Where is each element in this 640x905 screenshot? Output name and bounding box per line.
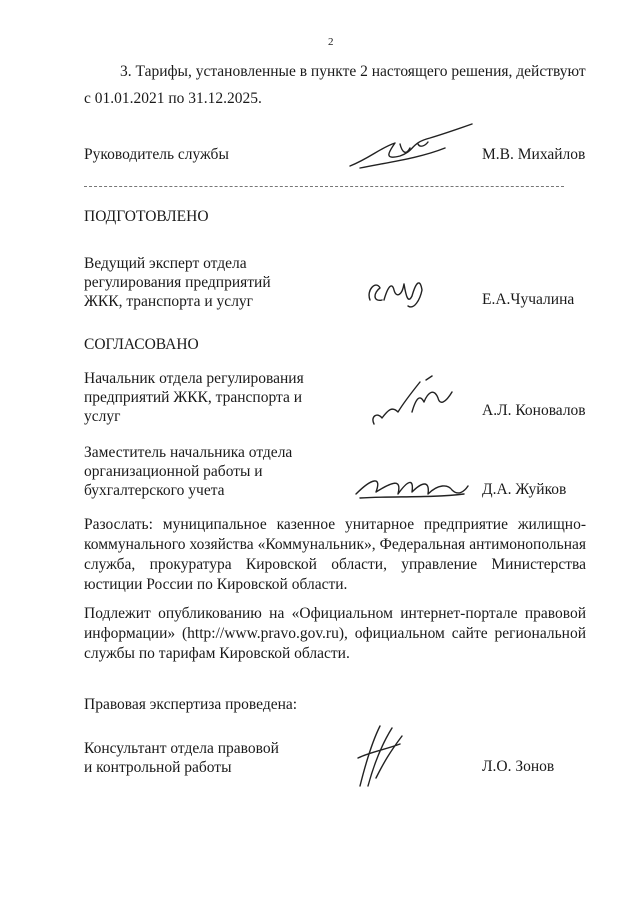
signer1-position-line: услуг (84, 408, 121, 425)
legal-name: Л.О. Зонов (482, 758, 555, 775)
signer1-position (84, 369, 304, 426)
page-number: 2 (328, 36, 334, 48)
clause-3-line-2: с 01.01.2021 по 31.12.2025. (84, 90, 262, 107)
distribution-text: Разослать: муниципальное казенное унитарное предприятие жилищно-коммунального хозяйства «Коммунальник», Федеральная антимонопольная служба, прокуратура Кировской области, управление Министерства юстиции России по Кировской области. (84, 516, 586, 593)
head-signature (340, 118, 480, 178)
signer2-signature (352, 468, 472, 508)
prepared-signature (362, 270, 432, 315)
legal-position-line: Консультант отдела правовой (84, 740, 279, 757)
prepared-name: Е.А.Чучалина (482, 291, 575, 308)
head-position: Руководитель службы (84, 146, 229, 163)
legal-note: Правовая экспертиза проведена: (84, 696, 298, 713)
signer2-position-line: Заместитель начальника отдела (84, 444, 293, 461)
clause-3-line-1: 3. Тарифы, установленные в пункте 2 настоящего решения, действуют (120, 63, 586, 80)
signer1-signature (368, 372, 458, 432)
signer2-position-line: бухгалтерского учета (84, 482, 225, 499)
signer1-position-line: Начальник отдела регулирования (84, 370, 304, 387)
signer1-name: А.Л. Коновалов (482, 402, 586, 419)
legal-position-line: и контрольной работы (84, 759, 232, 776)
head-name: М.В. Михайлов (482, 146, 586, 163)
prepared-position-line: Ведущий эксперт отдела (84, 255, 247, 272)
prepared-position-line: регулирования предприятий (84, 274, 271, 291)
legal-signature (350, 722, 410, 792)
agreed-heading: СОГЛАСОВАНО (84, 336, 199, 353)
signer1-position-line: предприятий ЖКК, транспорта и (84, 389, 302, 406)
legal-position (84, 739, 279, 777)
prepared-heading: ПОДГОТОВЛЕНО (84, 208, 209, 225)
prepared-position (84, 254, 271, 311)
prepared-position-line: ЖКК, транспорта и услуг (84, 293, 254, 310)
signer2-name: Д.А. Жуйков (482, 481, 567, 498)
separator-line (84, 186, 564, 187)
publication-text: Подлежит опубликованию на «Официальном интернет-портале правовой информации» (http://www.pravo.gov.ru), официальном сайте региональной службы по тарифам Кировской области. (84, 605, 586, 662)
signer2-position-line: организационной работы и (84, 463, 263, 480)
signer2-position (84, 443, 292, 500)
